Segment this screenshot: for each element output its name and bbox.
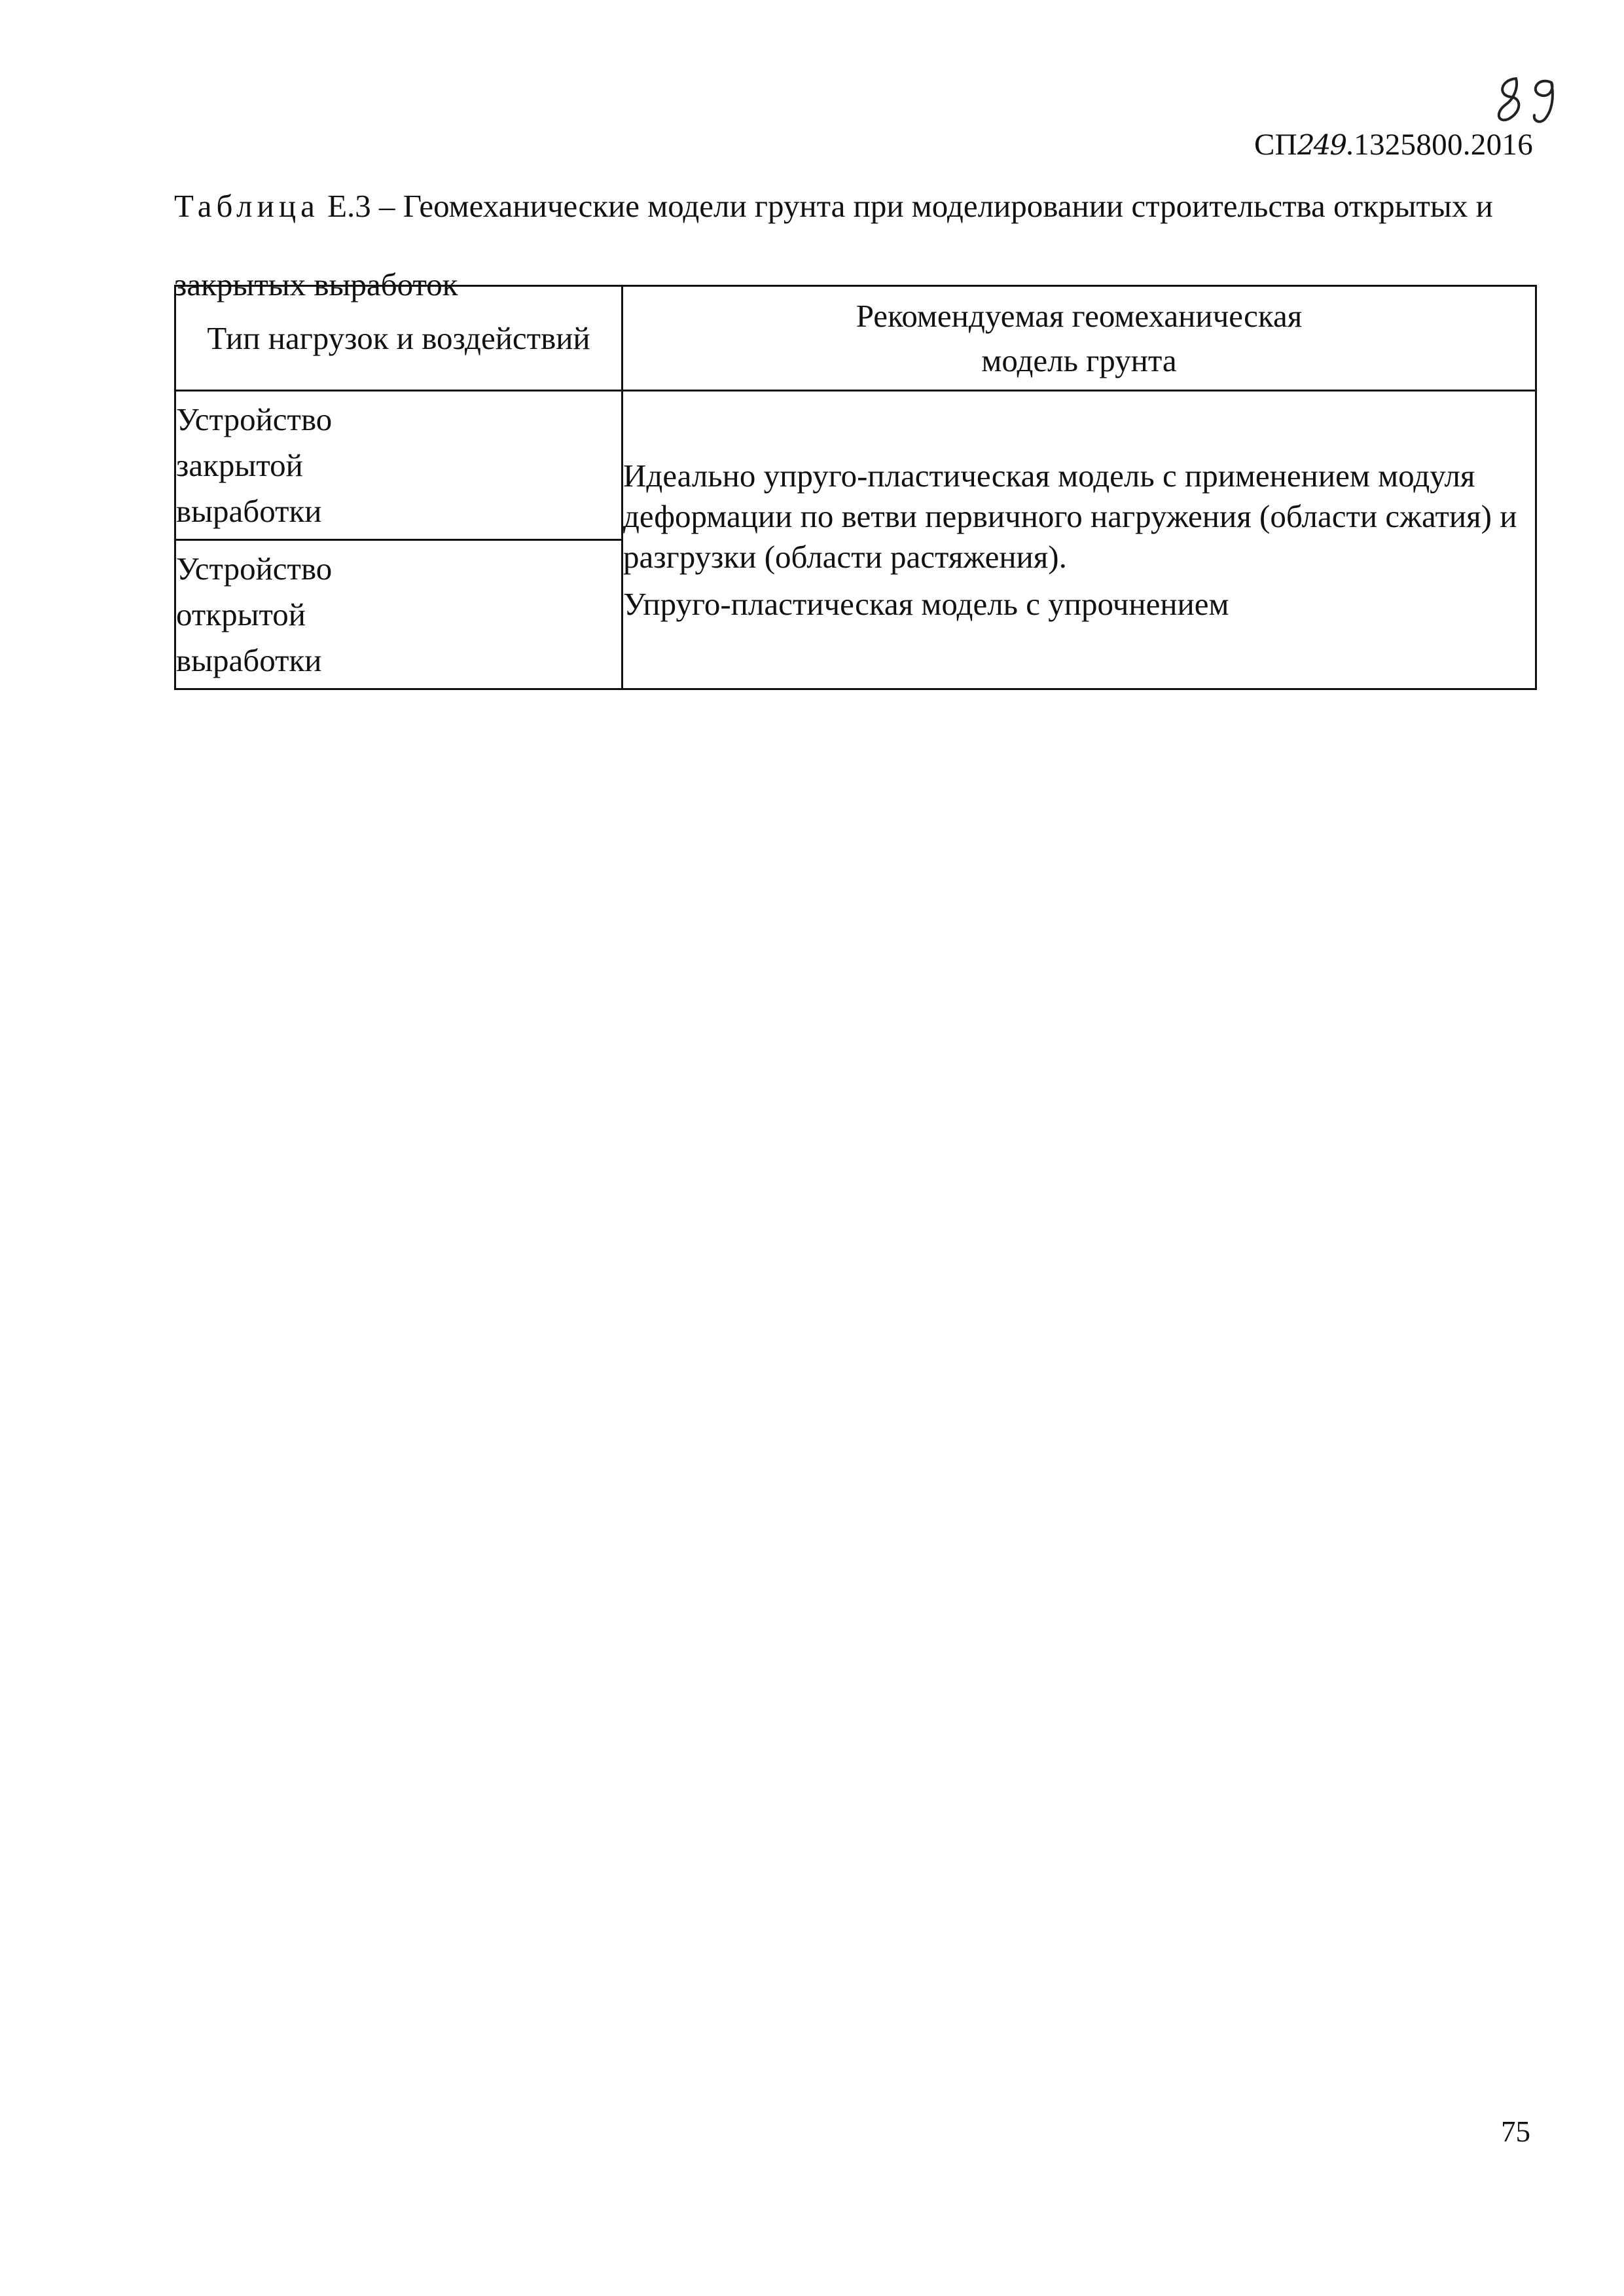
header-model-line-1: Рекомендуемая геомеханическая [856, 297, 1303, 334]
document-code [1254, 130, 1533, 160]
row-label-line: Устройство [176, 401, 333, 437]
row-label-closed-excavation [175, 391, 623, 540]
row-label-line: Устройство [176, 550, 333, 587]
row-label-line: выработки [176, 492, 322, 529]
header-recommended-model [623, 286, 1536, 391]
table-row [175, 391, 1536, 540]
table-header-row [175, 286, 1536, 391]
page-number: 75 [1501, 2115, 1530, 2148]
soil-models-table [174, 285, 1537, 690]
row-label-line: закрытой [176, 446, 303, 483]
model-description-para-2: Упруго-пластическая модель с упрочнением [623, 585, 1229, 622]
doc-code-prefix: СП [1254, 128, 1297, 162]
header-model-line-2: модель грунта [981, 342, 1177, 378]
model-description [623, 391, 1536, 689]
row-label-open-excavation [175, 540, 623, 689]
caption-label: Таблица [174, 188, 319, 224]
row-label-line: открытой [176, 596, 306, 632]
header-load-type: Тип нагрузок и воздействий [175, 286, 623, 391]
caption-text: Е.3 – Геомеханические модели грунта при моделировании строительства открытых и закрытых выработок [174, 188, 1493, 302]
doc-code-handwritten: 249 [1297, 129, 1346, 161]
model-description-para-1: Идеально упруго-пластическая модель с применением модуля деформации по ветви первичного нагружения (области сжатия) и разгрузки (области растяжения). [623, 457, 1517, 575]
doc-code-suffix: .1325800.2016 [1346, 128, 1533, 162]
row-label-line: выработки [176, 642, 322, 678]
handwritten-page-number [1491, 73, 1563, 126]
